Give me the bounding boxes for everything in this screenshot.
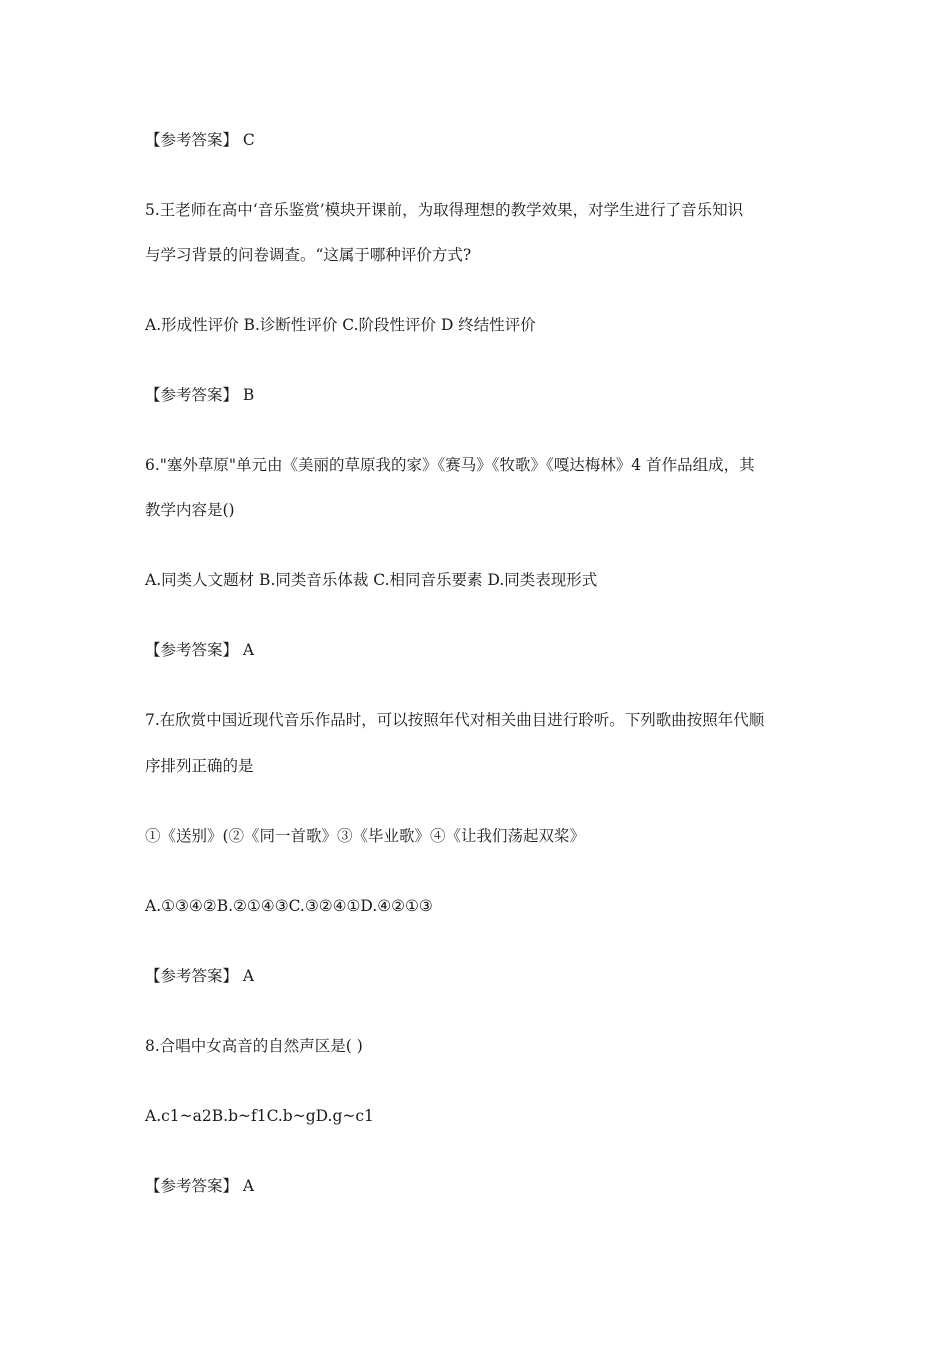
question-5-line-1: 5.王老师在高中‘音乐鉴赏’模块开课前，为取得理想的教学效果，对学生进行了音乐知识: [145, 201, 744, 219]
question-7-line-2: 序排列正确的是: [145, 757, 254, 775]
question-5-line-2: 与学习背景的问卷调查。“这属于哪种评价方式?: [145, 246, 472, 264]
answer-q5: 【参考答案】 B: [145, 386, 255, 404]
question-6-line-2: 教学内容是(): [145, 501, 235, 519]
answer-q7: 【参考答案】 A: [145, 967, 255, 985]
question-6-options: A.同类人文题材 B.同类音乐体裁 C.相同音乐要素 D.同类表现形式: [145, 571, 598, 589]
question-7-items: ①《送别》(②《同一首歌》③《毕业歌》④《让我们荡起双桨》: [145, 827, 586, 845]
question-6-line-1: 6."塞外草原"单元由《美丽的草原我的家》《赛马》《牧歌》《嘎达梅林》4 首作品组成，其: [145, 456, 755, 474]
question-8-options: A.c1~a2B.b~f1C.b~gD.g~c1: [145, 1107, 374, 1125]
answer-q6: 【参考答案】 A: [145, 641, 255, 659]
answer-q8: 【参考答案】 A: [145, 1177, 255, 1195]
answer-q4: 【参考答案】 C: [145, 131, 255, 149]
question-7-options: A.①③④②B.②①④③C.③②④①D.④②①③: [145, 897, 433, 915]
question-5-options: A.形成性评价 B.诊断性评价 C.阶段性评价 D 终结性评价: [145, 316, 536, 334]
question-7-line-1: 7.在欣赏中国近现代音乐作品时，可以按照年代对相关曲目进行聆听。下列歌曲按照年代顺: [145, 711, 765, 729]
question-8-line-1: 8.合唱中女高音的自然声区是( ): [145, 1037, 363, 1055]
